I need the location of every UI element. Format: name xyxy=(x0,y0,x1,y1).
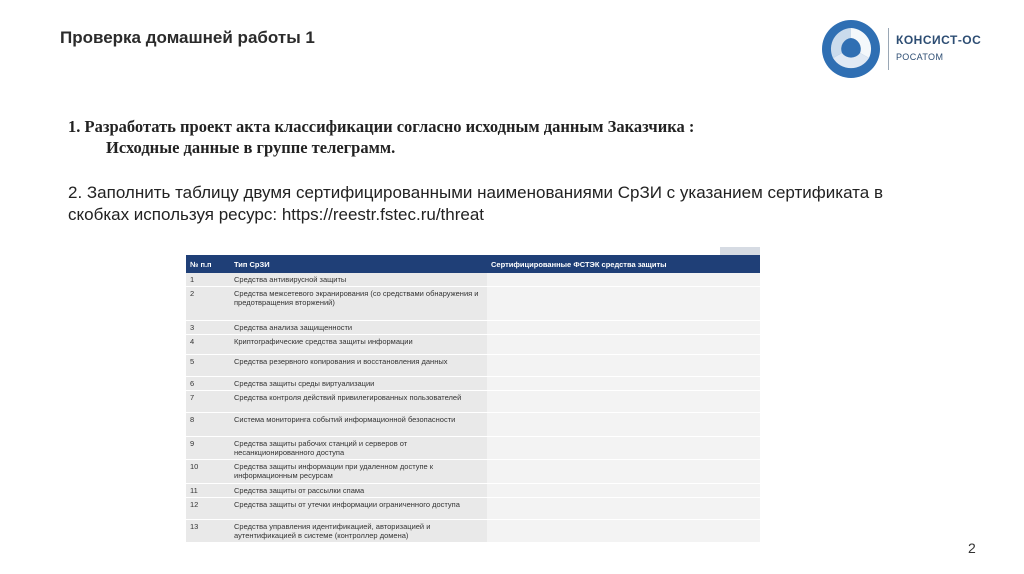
table-row xyxy=(186,413,760,437)
row-cert xyxy=(487,484,760,498)
table-row xyxy=(186,520,760,543)
row-type: Средства антивирусной защиты xyxy=(230,273,487,287)
row-cert xyxy=(487,321,760,335)
row-num: 7 xyxy=(186,391,230,413)
row-type: Средства межсетевого экранирования (со средствами обнаружения и предотвращения вторжений) xyxy=(230,287,487,321)
table-row xyxy=(186,335,760,355)
header-num: № п.п xyxy=(186,255,230,273)
row-type: Средства защиты информации при удаленном доступе к информационным ресурсам xyxy=(230,460,487,484)
table-top-mark xyxy=(720,247,760,255)
szi-table xyxy=(186,255,760,543)
row-num: 3 xyxy=(186,321,230,335)
row-type: Средства защиты от утечки информации ограниченного доступа xyxy=(230,498,487,520)
row-type: Средства контроля действий привилегированных пользователей xyxy=(230,391,487,413)
row-cert xyxy=(487,377,760,391)
task-2: 2. Заполнить таблицу двумя сертифицированными наименованиями СрЗИ с указанием сертификата в скобках используя ресурс: https://reestr.fstec.ru/threat xyxy=(68,183,883,224)
row-type: Средства управления идентификацией, авторизацией и аутентификацией в системе (контроллер домена) xyxy=(230,520,487,543)
row-num: 8 xyxy=(186,413,230,437)
row-type: Средства защиты среды виртуализации xyxy=(230,377,487,391)
page-title: Проверка домашней работы 1 xyxy=(60,28,315,47)
header-cert: Сертифицированные ФСТЭК средства защиты xyxy=(487,255,760,273)
row-num: 6 xyxy=(186,377,230,391)
row-num: 1 xyxy=(186,273,230,287)
table-row xyxy=(186,377,760,391)
task-1 xyxy=(68,116,694,158)
company-logo xyxy=(822,20,992,80)
table-row xyxy=(186,355,760,377)
row-type: Криптографические средства защиты информации xyxy=(230,335,487,355)
table-row xyxy=(186,437,760,460)
table-row xyxy=(186,287,760,321)
row-num: 5 xyxy=(186,355,230,377)
logo-subtitle: РОСАТОМ xyxy=(896,52,944,62)
row-num: 12 xyxy=(186,498,230,520)
row-cert xyxy=(487,355,760,377)
row-num: 9 xyxy=(186,437,230,460)
row-num: 4 xyxy=(186,335,230,355)
page-number: 2 xyxy=(968,540,976,556)
table-row xyxy=(186,460,760,484)
row-type: Средства анализа защищенности xyxy=(230,321,487,335)
row-cert xyxy=(487,437,760,460)
row-num: 2 xyxy=(186,287,230,321)
szi-table-image xyxy=(186,247,762,543)
row-cert xyxy=(487,391,760,413)
row-type: Средства защиты от рассылки спама xyxy=(230,484,487,498)
row-cert xyxy=(487,287,760,321)
table-header-row xyxy=(186,255,760,273)
row-cert xyxy=(487,498,760,520)
rosatom-logo-icon xyxy=(822,20,880,78)
task-1-line-1: 1. Разработать проект акта классификации согласно исходным данным Заказчика : xyxy=(68,117,695,136)
logo-name: КОНСИСТ-ОС xyxy=(896,33,982,47)
row-cert xyxy=(487,460,760,484)
row-type: Средства резервного копирования и восстановления данных xyxy=(230,355,487,377)
table-row xyxy=(186,484,760,498)
row-type: Система мониторинга событий информационной безопасности xyxy=(230,413,487,437)
row-num: 10 xyxy=(186,460,230,484)
table-row xyxy=(186,498,760,520)
row-num: 11 xyxy=(186,484,230,498)
task-1-line-2: Исходные данные в группе телеграмм. xyxy=(106,138,396,157)
row-num: 13 xyxy=(186,520,230,543)
table-row xyxy=(186,273,760,287)
row-cert xyxy=(487,413,760,437)
row-cert xyxy=(487,273,760,287)
row-cert xyxy=(487,335,760,355)
table-row xyxy=(186,321,760,335)
row-type: Средства защиты рабочих станций и серверов от несанкционированного доступа xyxy=(230,437,487,460)
header-type: Тип СрЗИ xyxy=(230,255,487,273)
row-cert xyxy=(487,520,760,543)
logo-divider xyxy=(888,28,889,70)
table-row xyxy=(186,391,760,413)
